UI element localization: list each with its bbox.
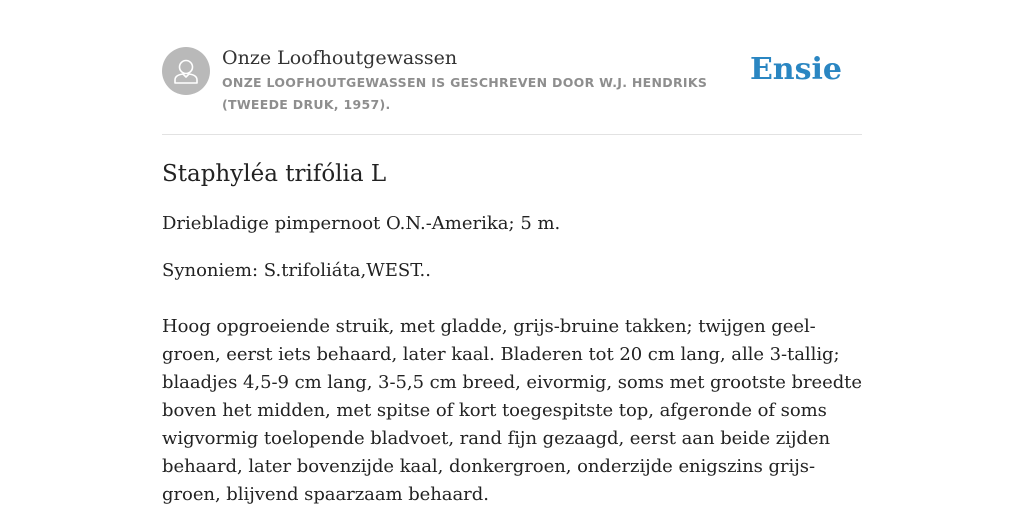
entry-description: Hoog opgroeiende struik, met gladde, grijs-bruine takken; twijgen geel-groen, eerst iets behaard, later kaal. Bladeren tot 20 cm lang, alle 3-tallig; blaadjes 4,5-9 cm lang, 3-5,5 cm breed, eivormig, soms met grootste breedte boven het midden, met spitse of kort toegespitste top, afgeronde of soms wigvormig toelopende bladvoet, rand fijn gezaagd, eerst aan beide zijden behaard, later bovenzijde kaal, donkergroen, onderzijde enigszins grijs-groen, blijvend spaarzaam behaard. — [162, 316, 862, 505]
entry-common-name: Driebladige pimpernoot O.N.-Amerika; 5 m. — [162, 213, 561, 234]
entry-content — [162, 158, 864, 509]
source-description: ONZE LOOFHOUTGEWASSEN IS GESCHREVEN DOOR W.J. HENDRIKS (TWEEDE DRUK, 1957). — [222, 75, 708, 112]
entry-title: Staphyléa trifólia L — [162, 161, 387, 187]
user-icon — [162, 47, 210, 95]
ensie-logo[interactable]: Ensie — [749, 52, 842, 87]
source-title[interactable]: Onze Loofhoutgewassen — [222, 47, 458, 69]
avatar[interactable] — [162, 47, 210, 95]
entry-synonym: Synoniem: S.trifoliáta,WEST.. — [162, 260, 431, 281]
source-header — [162, 46, 862, 135]
